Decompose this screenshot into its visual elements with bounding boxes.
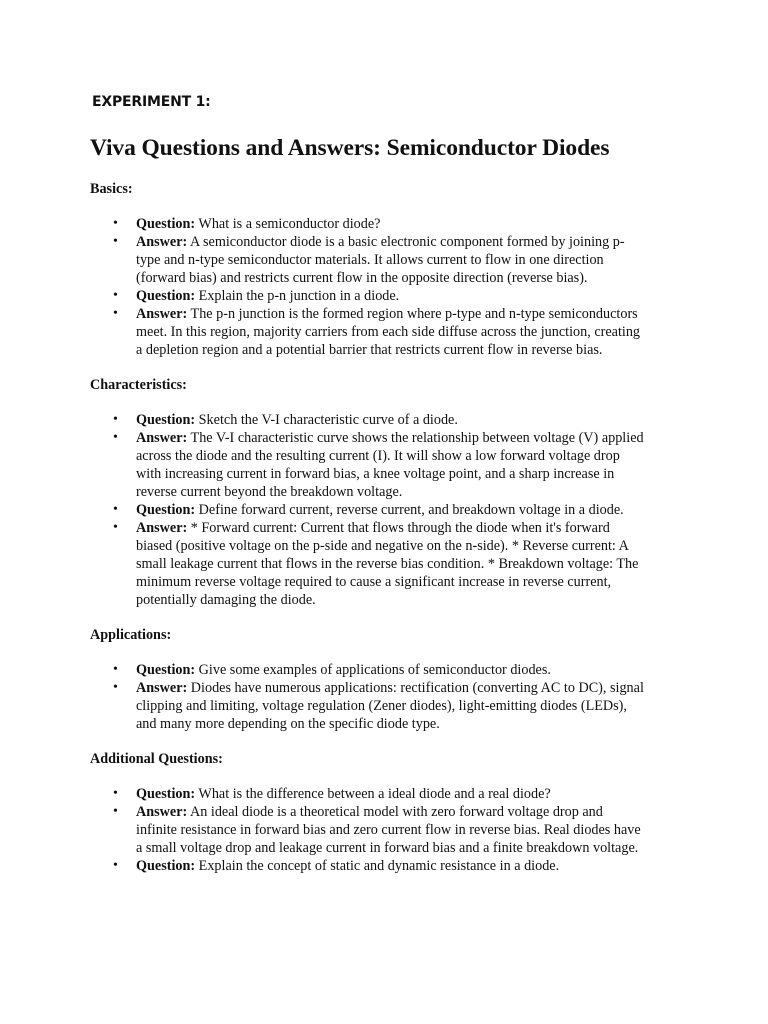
- bullet-icon: •: [113, 662, 118, 677]
- qa-list: [90, 661, 690, 733]
- item-text: Sketch the V-I characteristic curve of a diode.: [198, 412, 458, 428]
- answer-label: Answer:: [136, 804, 188, 820]
- item-text: Give some examples of applications of semiconductor diodes.: [198, 662, 551, 678]
- bullet-icon: •: [113, 430, 118, 445]
- bullet-icon: •: [113, 858, 118, 873]
- answer-label: Answer:: [136, 520, 188, 536]
- item-text: Explain the concept of static and dynamic resistance in a diode.: [198, 858, 560, 874]
- list-item: [90, 501, 690, 519]
- experiment-label: EXPERIMENT 1:: [92, 94, 211, 110]
- question-label: Question:: [136, 858, 196, 874]
- item-text: What is the difference between a ideal diode and a real diode?: [198, 786, 551, 802]
- bullet-icon: •: [113, 804, 118, 819]
- answer-label: Answer:: [136, 234, 188, 250]
- list-item: [90, 519, 690, 609]
- question-label: Question:: [136, 288, 196, 304]
- list-item: [90, 661, 690, 679]
- item-text: An ideal diode is a theoretical model with zero forward voltage drop and infinite resistance in forward bias and zero current flow in reverse bias. Real diodes have a small voltage drop and leakage current in forward bias and a finite breakdown voltage.: [136, 804, 641, 856]
- section-heading: Characteristics:: [90, 377, 187, 393]
- question-label: Question:: [136, 662, 196, 678]
- bullet-icon: •: [113, 520, 118, 535]
- list-item: [90, 429, 690, 501]
- item-text: Diodes have numerous applications: rectification (converting AC to DC), signal clipping and limiting, voltage regulation (Zener diodes), light-emitting diodes (LEDs), and many more depending on the specific diode type.: [136, 680, 644, 732]
- list-item: [90, 411, 690, 429]
- item-text: The V-I characteristic curve shows the relationship between voltage (V) applied across the diode and the resulting current (I). It will show a low forward voltage drop with increasing current in forward bias, a knee voltage point, and a sharp increase in reverse current beyond the breakdown voltage.: [136, 430, 644, 500]
- bullet-icon: •: [113, 288, 118, 303]
- item-text: * Forward current: Current that flows through the diode when it's forward biased (positive voltage on the p-side and negative on the n-side). * Reverse current: A small leakage current that flows in the reverse bias condition. * Breakdown voltage: The minimum reverse voltage required to cause a significant increase in reverse current, potentially damaging the diode.: [136, 520, 639, 608]
- qa-list: [90, 411, 690, 609]
- answer-label: Answer:: [136, 680, 188, 696]
- list-item: [90, 233, 690, 287]
- item-text: Define forward current, reverse current, and breakdown voltage in a diode.: [198, 502, 624, 518]
- qa-list: [90, 785, 690, 875]
- answer-label: Answer:: [136, 430, 188, 446]
- answer-label: Answer:: [136, 306, 188, 322]
- bullet-icon: •: [113, 786, 118, 801]
- list-item: [90, 287, 690, 305]
- item-text: Explain the p-n junction in a diode.: [198, 288, 400, 304]
- qa-list: [90, 215, 690, 359]
- question-label: Question:: [136, 412, 196, 428]
- question-label: Question:: [136, 216, 196, 232]
- list-item: [90, 857, 690, 875]
- bullet-icon: •: [113, 216, 118, 231]
- item-text: What is a semiconductor diode?: [198, 216, 381, 232]
- question-label: Question:: [136, 786, 196, 802]
- bullet-icon: •: [113, 412, 118, 427]
- list-item: [90, 215, 690, 233]
- bullet-icon: •: [113, 680, 118, 695]
- qa-content: [90, 180, 690, 892]
- document-title: Viva Questions and Answers: Semiconductor Diodes: [90, 135, 610, 161]
- section-heading: Applications:: [90, 627, 172, 643]
- question-label: Question:: [136, 502, 196, 518]
- bullet-icon: •: [113, 306, 118, 321]
- section-heading: Additional Questions:: [90, 751, 223, 767]
- list-item: [90, 803, 690, 857]
- item-text: A semiconductor diode is a basic electronic component formed by joining p- type and n-type semiconductor materials. It allows current to flow in one direction (forward bias) and restricts current flow in the opposite direction (reverse bias).: [136, 234, 625, 286]
- item-text: The p-n junction is the formed region where p-type and n-type semiconductors meet. In this region, majority carriers from each side diffuse across the junction, creating a depletion region and a potential barrier that restricts current flow in reverse bias.: [136, 306, 641, 358]
- bullet-icon: •: [113, 502, 118, 517]
- list-item: [90, 305, 690, 359]
- section-heading: Basics:: [90, 181, 133, 197]
- list-item: [90, 785, 690, 803]
- bullet-icon: •: [113, 234, 118, 249]
- list-item: [90, 679, 690, 733]
